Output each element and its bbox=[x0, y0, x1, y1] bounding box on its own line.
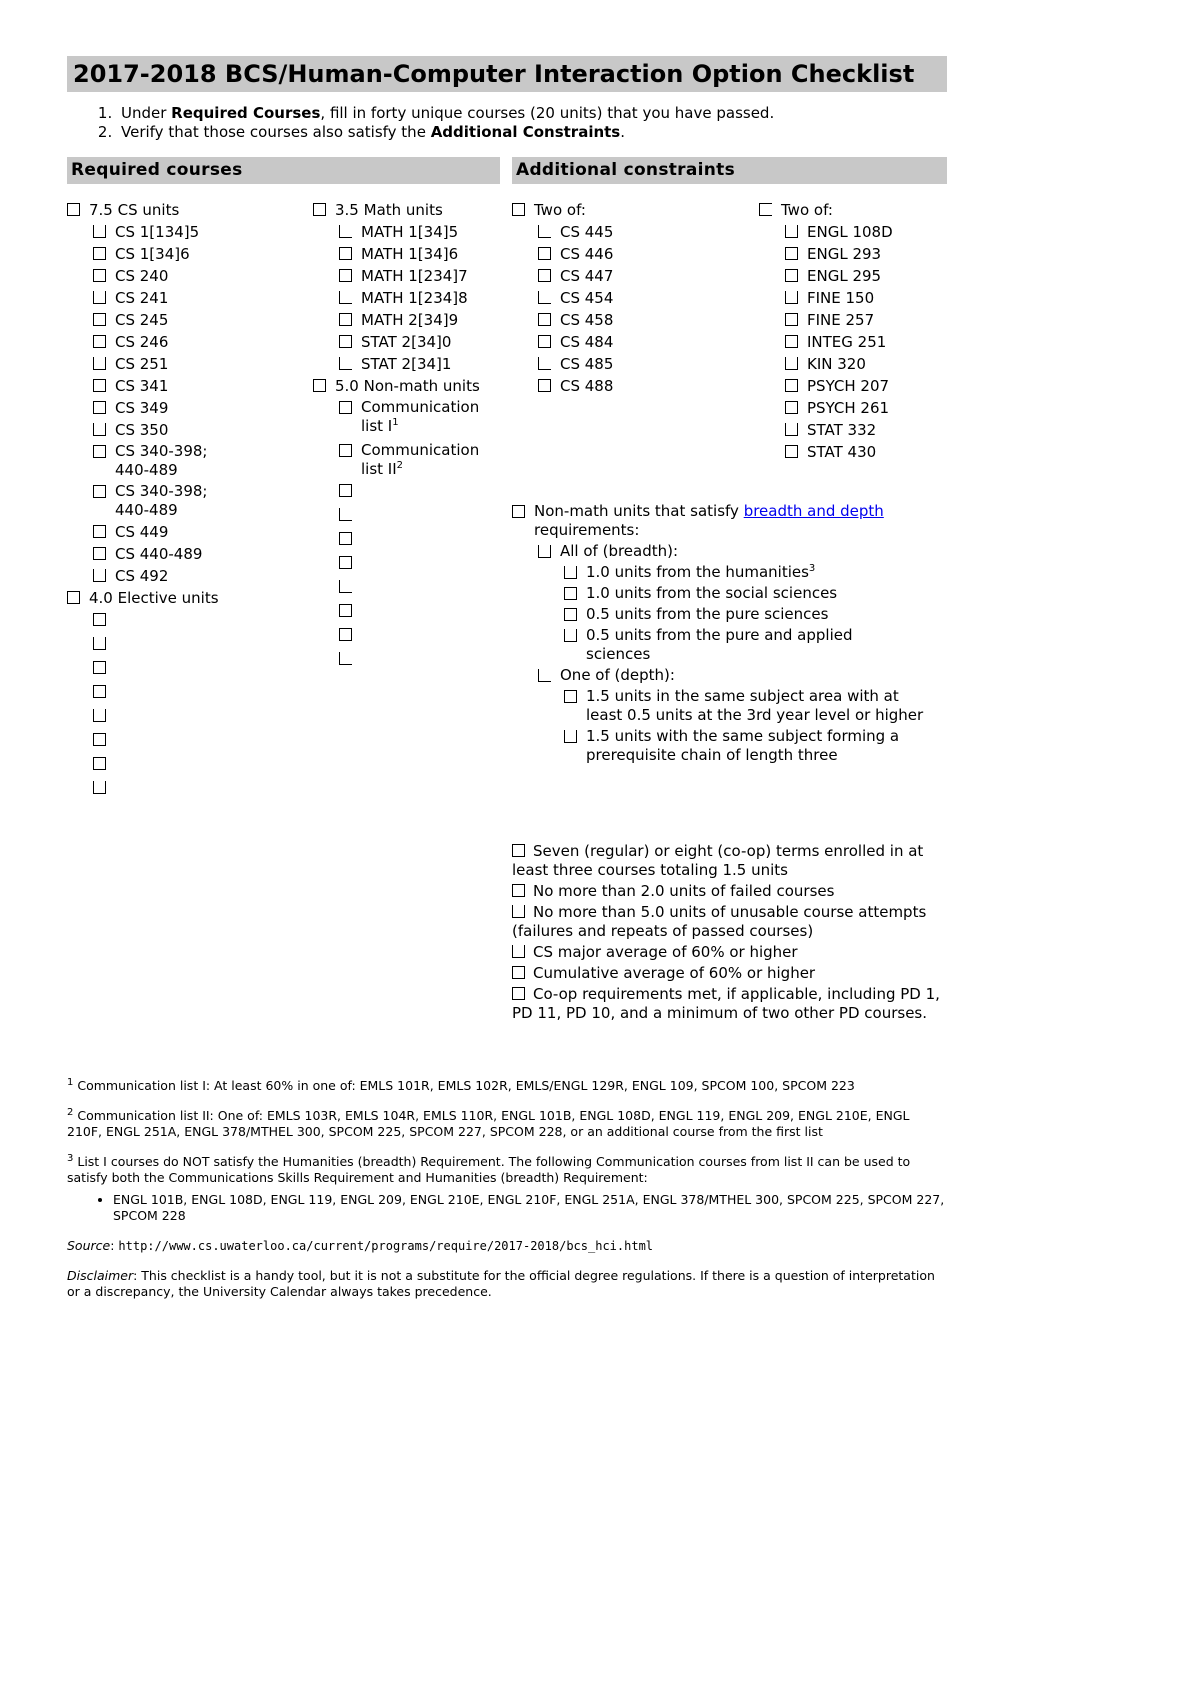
group-label: One of (depth): bbox=[560, 666, 675, 684]
course-item[interactable] bbox=[512, 264, 752, 286]
source-url[interactable]: http://www.cs.uwaterloo.ca/current/programs/require/2017-2018/bcs_hci.html bbox=[118, 1239, 654, 1253]
course-item[interactable] bbox=[67, 352, 297, 374]
checkbox-icon[interactable] bbox=[512, 844, 525, 857]
checkbox-icon[interactable] bbox=[538, 357, 551, 370]
checkbox-icon[interactable] bbox=[538, 545, 551, 558]
course-label: CS 1[34]6 bbox=[115, 245, 190, 263]
course-label: CS 1[134]5 bbox=[115, 223, 200, 241]
checkbox-icon[interactable] bbox=[564, 730, 577, 743]
course-item[interactable] bbox=[67, 480, 297, 520]
checkbox-icon[interactable] bbox=[339, 580, 352, 593]
course-item[interactable] bbox=[512, 352, 752, 374]
group-label: 3.5 Math units bbox=[335, 201, 443, 219]
checkbox-icon[interactable] bbox=[339, 291, 352, 304]
course-item[interactable] bbox=[67, 220, 297, 242]
checkbox-icon[interactable] bbox=[339, 401, 352, 414]
course-item[interactable] bbox=[759, 396, 949, 418]
course-item[interactable] bbox=[313, 330, 503, 352]
checkbox-icon[interactable] bbox=[93, 423, 106, 436]
breadth-label: 1.0 units from the social sciences bbox=[586, 584, 838, 602]
course-label: CS 251 bbox=[115, 355, 169, 373]
footnote-marker: 2 bbox=[396, 460, 404, 471]
checkbox-icon[interactable] bbox=[93, 269, 106, 282]
instruction-step-2 bbox=[117, 123, 947, 142]
depth-item[interactable] bbox=[512, 685, 947, 725]
course-label: CS 454 bbox=[560, 289, 614, 307]
checkbox-icon[interactable] bbox=[564, 566, 577, 579]
checkbox-icon[interactable] bbox=[512, 966, 525, 979]
coop-constraint[interactable] bbox=[512, 983, 947, 1023]
checkbox-icon[interactable] bbox=[93, 485, 106, 498]
footnote-text: List I courses do NOT satisfy the Humanities (breadth) Requirement. The following Communication courses from list II can be used to satisfy both the Communications Skills Requirement and Humanities (breadth) Requirement: bbox=[67, 1154, 911, 1185]
instruction-text: Verify that those courses also satisfy the bbox=[121, 123, 431, 141]
blank-course-slot[interactable] bbox=[67, 728, 297, 752]
checkbox-icon[interactable] bbox=[93, 637, 106, 650]
additional-constraints-header: Additional constraints bbox=[512, 157, 947, 184]
disclaimer bbox=[67, 1268, 947, 1300]
course-item[interactable] bbox=[759, 286, 949, 308]
instruction-bold: Required Courses bbox=[171, 104, 321, 122]
checkbox-icon[interactable] bbox=[93, 733, 106, 746]
footnotes bbox=[67, 1078, 947, 1314]
course-label: CS 440-489 bbox=[115, 545, 203, 563]
checkbox-icon[interactable] bbox=[93, 709, 106, 722]
checkbox-icon[interactable] bbox=[785, 225, 798, 238]
blank-course-slot[interactable] bbox=[67, 704, 297, 728]
course-item[interactable] bbox=[759, 330, 949, 352]
course-label: CS 341 bbox=[115, 377, 169, 395]
course-item[interactable] bbox=[759, 440, 949, 462]
checkbox-icon[interactable] bbox=[339, 628, 352, 641]
checkbox-icon[interactable] bbox=[538, 313, 551, 326]
group-label: 5.0 Non-math units bbox=[335, 377, 480, 395]
breadth-and-depth-link[interactable]: breadth and depth bbox=[743, 502, 884, 520]
course-label: CS 246 bbox=[115, 333, 169, 351]
checkbox-icon[interactable] bbox=[512, 987, 525, 1000]
math-units-column bbox=[313, 198, 503, 671]
course-label: MATH 1[234]8 bbox=[361, 289, 468, 307]
checkbox-icon[interactable] bbox=[339, 652, 352, 665]
course-item[interactable] bbox=[313, 264, 503, 286]
course-label: STAT 2[34]0 bbox=[361, 333, 452, 351]
course-label: FINE 150 bbox=[807, 289, 875, 307]
footnote-3-list bbox=[67, 1192, 947, 1224]
checkbox-icon[interactable] bbox=[512, 884, 525, 897]
two-of-other-group[interactable] bbox=[759, 198, 949, 220]
breadth-group[interactable] bbox=[512, 540, 947, 561]
checkbox-icon[interactable] bbox=[93, 247, 106, 260]
checkbox-icon[interactable] bbox=[93, 225, 106, 238]
checkbox-icon[interactable] bbox=[538, 269, 551, 282]
checkbox-icon[interactable] bbox=[564, 690, 577, 703]
course-label: MATH 1[34]6 bbox=[361, 245, 459, 263]
footnote-marker: 3 bbox=[808, 563, 816, 574]
course-label: CS 350 bbox=[115, 421, 169, 439]
checkbox-icon[interactable] bbox=[339, 532, 352, 545]
course-item[interactable] bbox=[313, 286, 503, 308]
course-item[interactable] bbox=[67, 564, 297, 586]
checkbox-icon[interactable] bbox=[512, 945, 525, 958]
course-label: STAT 332 bbox=[807, 421, 877, 439]
breadth-item[interactable] bbox=[512, 624, 947, 664]
two-of-cs-column bbox=[512, 198, 752, 396]
constraint-text: Non-math units that satisfy bbox=[534, 502, 744, 520]
checkbox-icon[interactable] bbox=[339, 247, 352, 260]
checkbox-icon[interactable] bbox=[785, 379, 798, 392]
breadth-item[interactable] bbox=[512, 603, 947, 624]
footnote-list-item: • ENGL 101B, ENGL 108D, ENGL 119, ENGL 209, ENGL 210E, ENGL 210F, ENGL 251A, ENGL 378/MTHEL 300, SPCOM 225, SPCOM 227, SPCOM 228 bbox=[113, 1192, 947, 1224]
footnote-marker: 1 bbox=[392, 417, 399, 428]
blank-course-slot[interactable] bbox=[313, 479, 503, 503]
cs-units-group[interactable] bbox=[67, 198, 297, 220]
source-label: Source bbox=[67, 1238, 111, 1253]
blank-course-slot[interactable] bbox=[67, 776, 297, 800]
course-item[interactable] bbox=[313, 220, 503, 242]
constraint-text: CS major average of 60% or higher bbox=[533, 943, 798, 961]
breadth-label: 1.0 units from the humanities bbox=[586, 563, 809, 581]
course-label: STAT 430 bbox=[807, 443, 877, 461]
math-units-group[interactable] bbox=[313, 198, 503, 220]
course-item[interactable] bbox=[759, 374, 949, 396]
checkbox-icon[interactable] bbox=[759, 203, 772, 216]
blank-course-slot[interactable] bbox=[67, 752, 297, 776]
blank-course-slot[interactable] bbox=[313, 551, 503, 575]
group-label: 7.5 CS units bbox=[89, 201, 180, 219]
course-item[interactable] bbox=[512, 374, 752, 396]
course-label: CS 488 bbox=[560, 377, 614, 395]
terms-constraint[interactable] bbox=[512, 840, 947, 880]
depth-group[interactable] bbox=[512, 664, 947, 685]
checkbox-icon[interactable] bbox=[93, 291, 106, 304]
checkbox-icon[interactable] bbox=[93, 661, 106, 674]
checkbox-icon[interactable] bbox=[339, 313, 352, 326]
constraint-text: No more than 5.0 units of unusable course attempts (failures and repeats of passed courses) bbox=[512, 903, 927, 940]
group-label: Two of: bbox=[534, 201, 586, 219]
checkbox-icon[interactable] bbox=[93, 569, 106, 582]
checkbox-icon[interactable] bbox=[339, 604, 352, 617]
footnote-number: 1 bbox=[67, 1076, 74, 1088]
blank-course-slot[interactable] bbox=[67, 608, 297, 632]
constraint-text: Co-op requirements met, if applicable, including PD 1, PD 11, PD 10, and a minimum of two other PD courses. bbox=[512, 985, 940, 1022]
footnote-text: Communication list II: One of: EMLS 103R, EMLS 104R, EMLS 110R, ENGL 101B, ENGL 108D, ENGL 119, ENGL 209, ENGL 210E, ENGL 210F, ENGL 251A, ENGL 378/MTHEL 300, SPCOM 225, SPCOM 227, SPCOM 228, or an additional course from the first list bbox=[67, 1108, 910, 1139]
group-label: Two of: bbox=[781, 201, 833, 219]
checkbox-icon[interactable] bbox=[339, 357, 352, 370]
checkbox-icon[interactable] bbox=[785, 423, 798, 436]
instruction-text: , fill in forty unique courses (20 units) that you have passed. bbox=[320, 104, 775, 122]
checkbox-icon[interactable] bbox=[313, 203, 326, 216]
checkbox-icon[interactable] bbox=[785, 401, 798, 414]
course-item[interactable] bbox=[759, 220, 949, 242]
required-courses-section bbox=[67, 157, 500, 607]
checkbox-icon[interactable] bbox=[538, 247, 551, 260]
course-label: CS 447 bbox=[560, 267, 614, 285]
checkbox-icon[interactable] bbox=[785, 445, 798, 458]
checkbox-icon[interactable] bbox=[538, 291, 551, 304]
course-item[interactable] bbox=[759, 308, 949, 330]
checkbox-icon[interactable] bbox=[93, 335, 106, 348]
checklist-page bbox=[67, 56, 947, 1077]
course-label: FINE 257 bbox=[807, 311, 875, 329]
course-label: CS 485 bbox=[560, 355, 614, 373]
breadth-item[interactable] bbox=[512, 582, 947, 603]
instruction-text: . bbox=[620, 123, 626, 141]
course-label: INTEG 251 bbox=[807, 333, 887, 351]
course-item[interactable] bbox=[67, 264, 297, 286]
checkbox-icon[interactable] bbox=[339, 225, 352, 238]
constraint-text: Seven (regular) or eight (co-op) terms enrolled in at least three courses totaling 1.5 units bbox=[512, 842, 924, 879]
course-label: ENGL 295 bbox=[807, 267, 882, 285]
checkbox-icon[interactable] bbox=[93, 379, 106, 392]
footnote-2 bbox=[67, 1108, 947, 1140]
checkbox-icon[interactable] bbox=[313, 379, 326, 392]
course-item[interactable] bbox=[759, 418, 949, 440]
breadth-item[interactable] bbox=[512, 561, 947, 582]
course-label: CS 484 bbox=[560, 333, 614, 351]
additional-constraints-section bbox=[512, 157, 947, 1022]
course-item[interactable] bbox=[67, 396, 297, 418]
course-label: ENGL 108D bbox=[807, 223, 893, 241]
checkbox-icon[interactable] bbox=[785, 291, 798, 304]
course-item[interactable] bbox=[759, 264, 949, 286]
disclaimer-label: Disclaimer bbox=[67, 1268, 134, 1283]
two-of-cs-group[interactable] bbox=[512, 198, 752, 220]
page-title: 2017-2018 BCS/Human-Computer Interaction Option Checklist bbox=[67, 56, 947, 92]
checkbox-icon[interactable] bbox=[512, 505, 525, 518]
checkbox-icon[interactable] bbox=[538, 225, 551, 238]
blank-course-slot[interactable] bbox=[313, 575, 503, 599]
course-label: Communication list I bbox=[361, 398, 480, 435]
checkbox-icon[interactable] bbox=[564, 629, 577, 642]
breadth-depth-group[interactable] bbox=[512, 500, 947, 540]
communication-list-2-item[interactable] bbox=[313, 439, 503, 479]
blank-course-slot[interactable] bbox=[313, 527, 503, 551]
footnote-text: Communication list I: At least 60% in one of: EMLS 101R, EMLS 102R, EMLS/ENGL 129R, ENGL 109, SPCOM 100, SPCOM 223 bbox=[77, 1078, 855, 1093]
checkbox-icon[interactable] bbox=[564, 587, 577, 600]
blank-course-slot[interactable] bbox=[67, 680, 297, 704]
checkbox-icon[interactable] bbox=[785, 335, 798, 348]
checkbox-icon[interactable] bbox=[785, 357, 798, 370]
checkbox-icon[interactable] bbox=[67, 203, 80, 216]
cs-units-column bbox=[67, 198, 297, 800]
breadth-label: 0.5 units from the pure sciences bbox=[586, 605, 829, 623]
depth-item[interactable] bbox=[512, 725, 947, 765]
breadth-depth-block bbox=[512, 500, 947, 765]
two-of-other-column bbox=[759, 198, 949, 462]
disclaimer-text: : This checklist is a handy tool, but it is not a substitute for the official degree regulations. If there is a question of interpretation or a discrepancy, the University Calendar always takes precedence. bbox=[67, 1268, 935, 1299]
course-item[interactable] bbox=[67, 242, 297, 264]
course-label: CS 446 bbox=[560, 245, 614, 263]
group-label: 4.0 Elective units bbox=[89, 589, 219, 607]
blank-course-slot[interactable] bbox=[313, 599, 503, 623]
checkbox-icon[interactable] bbox=[339, 444, 352, 457]
checkbox-icon[interactable] bbox=[93, 613, 106, 626]
constraint-text: No more than 2.0 units of failed courses bbox=[533, 882, 835, 900]
course-label: CS 349 bbox=[115, 399, 169, 417]
course-label: KIN 320 bbox=[807, 355, 866, 373]
course-item[interactable] bbox=[512, 330, 752, 352]
course-label: CS 492 bbox=[115, 567, 169, 585]
course-label: CS 241 bbox=[115, 289, 169, 307]
communication-list-1-item[interactable] bbox=[313, 396, 503, 436]
checkbox-icon[interactable] bbox=[339, 335, 352, 348]
checkbox-icon[interactable] bbox=[67, 591, 80, 604]
checkbox-icon[interactable] bbox=[785, 247, 798, 260]
footnote-number: 3 bbox=[67, 1152, 74, 1164]
course-label: CS 445 bbox=[560, 223, 614, 241]
blank-course-slot[interactable] bbox=[313, 503, 503, 527]
source-line: Source: http://www.cs.uwaterloo.ca/current/programs/require/2017-2018/bcs_hci.html bbox=[67, 1238, 654, 1253]
course-item[interactable] bbox=[512, 286, 752, 308]
course-item[interactable] bbox=[67, 520, 297, 542]
course-item[interactable] bbox=[313, 308, 503, 330]
instruction-bold: Additional Constraints bbox=[430, 123, 621, 141]
course-label: CS 458 bbox=[560, 311, 614, 329]
course-label: CS 240 bbox=[115, 267, 169, 285]
constraint-text: Cumulative average of 60% or higher bbox=[533, 964, 816, 982]
checkbox-icon[interactable] bbox=[93, 313, 106, 326]
nonmath-units-group[interactable] bbox=[313, 374, 503, 396]
course-item[interactable] bbox=[67, 418, 297, 440]
course-label: MATH 1[234]7 bbox=[361, 267, 468, 285]
elective-units-group[interactable] bbox=[67, 586, 297, 608]
checkbox-icon[interactable] bbox=[93, 357, 106, 370]
depth-label: 1.5 units with the same subject forming a prerequisite chain of length three bbox=[586, 727, 900, 764]
constraint-text: requirements: bbox=[534, 521, 640, 539]
checkbox-icon[interactable] bbox=[93, 525, 106, 538]
other-constraints-block bbox=[512, 840, 947, 1023]
course-item[interactable] bbox=[67, 440, 297, 480]
checkbox-icon[interactable] bbox=[538, 379, 551, 392]
course-label: CS 449 bbox=[115, 523, 169, 541]
course-label: STAT 2[34]1 bbox=[361, 355, 452, 373]
course-label: ENGL 293 bbox=[807, 245, 882, 263]
instruction-text: Under bbox=[121, 104, 172, 122]
depth-label: 1.5 units in the same subject area with at least 0.5 units at the 3rd year level or higher bbox=[586, 687, 924, 724]
footnote-1 bbox=[67, 1078, 947, 1094]
checkbox-icon[interactable] bbox=[538, 335, 551, 348]
course-label: PSYCH 261 bbox=[807, 399, 890, 417]
checkbox-icon[interactable] bbox=[93, 757, 106, 770]
course-label: Communication list II bbox=[361, 441, 480, 478]
checkbox-icon[interactable] bbox=[785, 269, 798, 282]
course-label: CS 245 bbox=[115, 311, 169, 329]
blank-course-slot[interactable] bbox=[67, 656, 297, 680]
breadth-label: 0.5 units from the pure and applied sciences bbox=[586, 626, 853, 663]
course-item[interactable] bbox=[313, 352, 503, 374]
failed-constraint[interactable] bbox=[512, 880, 947, 901]
checkbox-icon[interactable] bbox=[93, 401, 106, 414]
instruction-step-1 bbox=[117, 104, 947, 123]
course-item[interactable] bbox=[759, 242, 949, 264]
checkbox-icon[interactable] bbox=[93, 547, 106, 560]
checkbox-icon[interactable] bbox=[512, 905, 525, 918]
footnote-number: 2 bbox=[67, 1106, 74, 1118]
instructions-list bbox=[67, 104, 947, 142]
course-item[interactable] bbox=[313, 242, 503, 264]
checkbox-icon[interactable] bbox=[93, 685, 106, 698]
course-item[interactable] bbox=[512, 242, 752, 264]
checkbox-icon[interactable] bbox=[93, 445, 106, 458]
cumulative-constraint[interactable] bbox=[512, 962, 947, 983]
course-item[interactable] bbox=[67, 542, 297, 564]
course-item[interactable] bbox=[67, 286, 297, 308]
course-item[interactable] bbox=[512, 220, 752, 242]
checkbox-icon[interactable] bbox=[785, 313, 798, 326]
course-item[interactable] bbox=[67, 374, 297, 396]
footnote-3 bbox=[67, 1154, 947, 1224]
course-label: CS 340-398; 440-489 bbox=[115, 482, 208, 519]
cs-average-constraint[interactable] bbox=[512, 941, 947, 962]
group-label: All of (breadth): bbox=[560, 542, 679, 560]
course-label: MATH 1[34]5 bbox=[361, 223, 459, 241]
checkbox-icon[interactable] bbox=[93, 781, 106, 794]
blank-course-slot[interactable] bbox=[67, 632, 297, 656]
course-item[interactable] bbox=[512, 308, 752, 330]
course-label: CS 340-398; 440-489 bbox=[115, 442, 208, 479]
blank-course-slot[interactable] bbox=[313, 647, 503, 671]
checklist-columns bbox=[67, 157, 947, 1077]
checkbox-icon[interactable] bbox=[512, 203, 525, 216]
checkbox-icon[interactable] bbox=[339, 556, 352, 569]
checkbox-icon[interactable] bbox=[339, 269, 352, 282]
required-courses-header: Required courses bbox=[67, 157, 500, 184]
course-item[interactable] bbox=[759, 352, 949, 374]
checkbox-icon[interactable] bbox=[339, 484, 352, 497]
blank-course-slot[interactable] bbox=[313, 623, 503, 647]
course-label: PSYCH 207 bbox=[807, 377, 890, 395]
course-item[interactable] bbox=[67, 308, 297, 330]
checkbox-icon[interactable] bbox=[564, 608, 577, 621]
checkbox-icon[interactable] bbox=[538, 669, 551, 682]
checkbox-icon[interactable] bbox=[339, 508, 352, 521]
course-item[interactable] bbox=[67, 330, 297, 352]
course-label: MATH 2[34]9 bbox=[361, 311, 459, 329]
unusable-constraint[interactable] bbox=[512, 901, 947, 941]
